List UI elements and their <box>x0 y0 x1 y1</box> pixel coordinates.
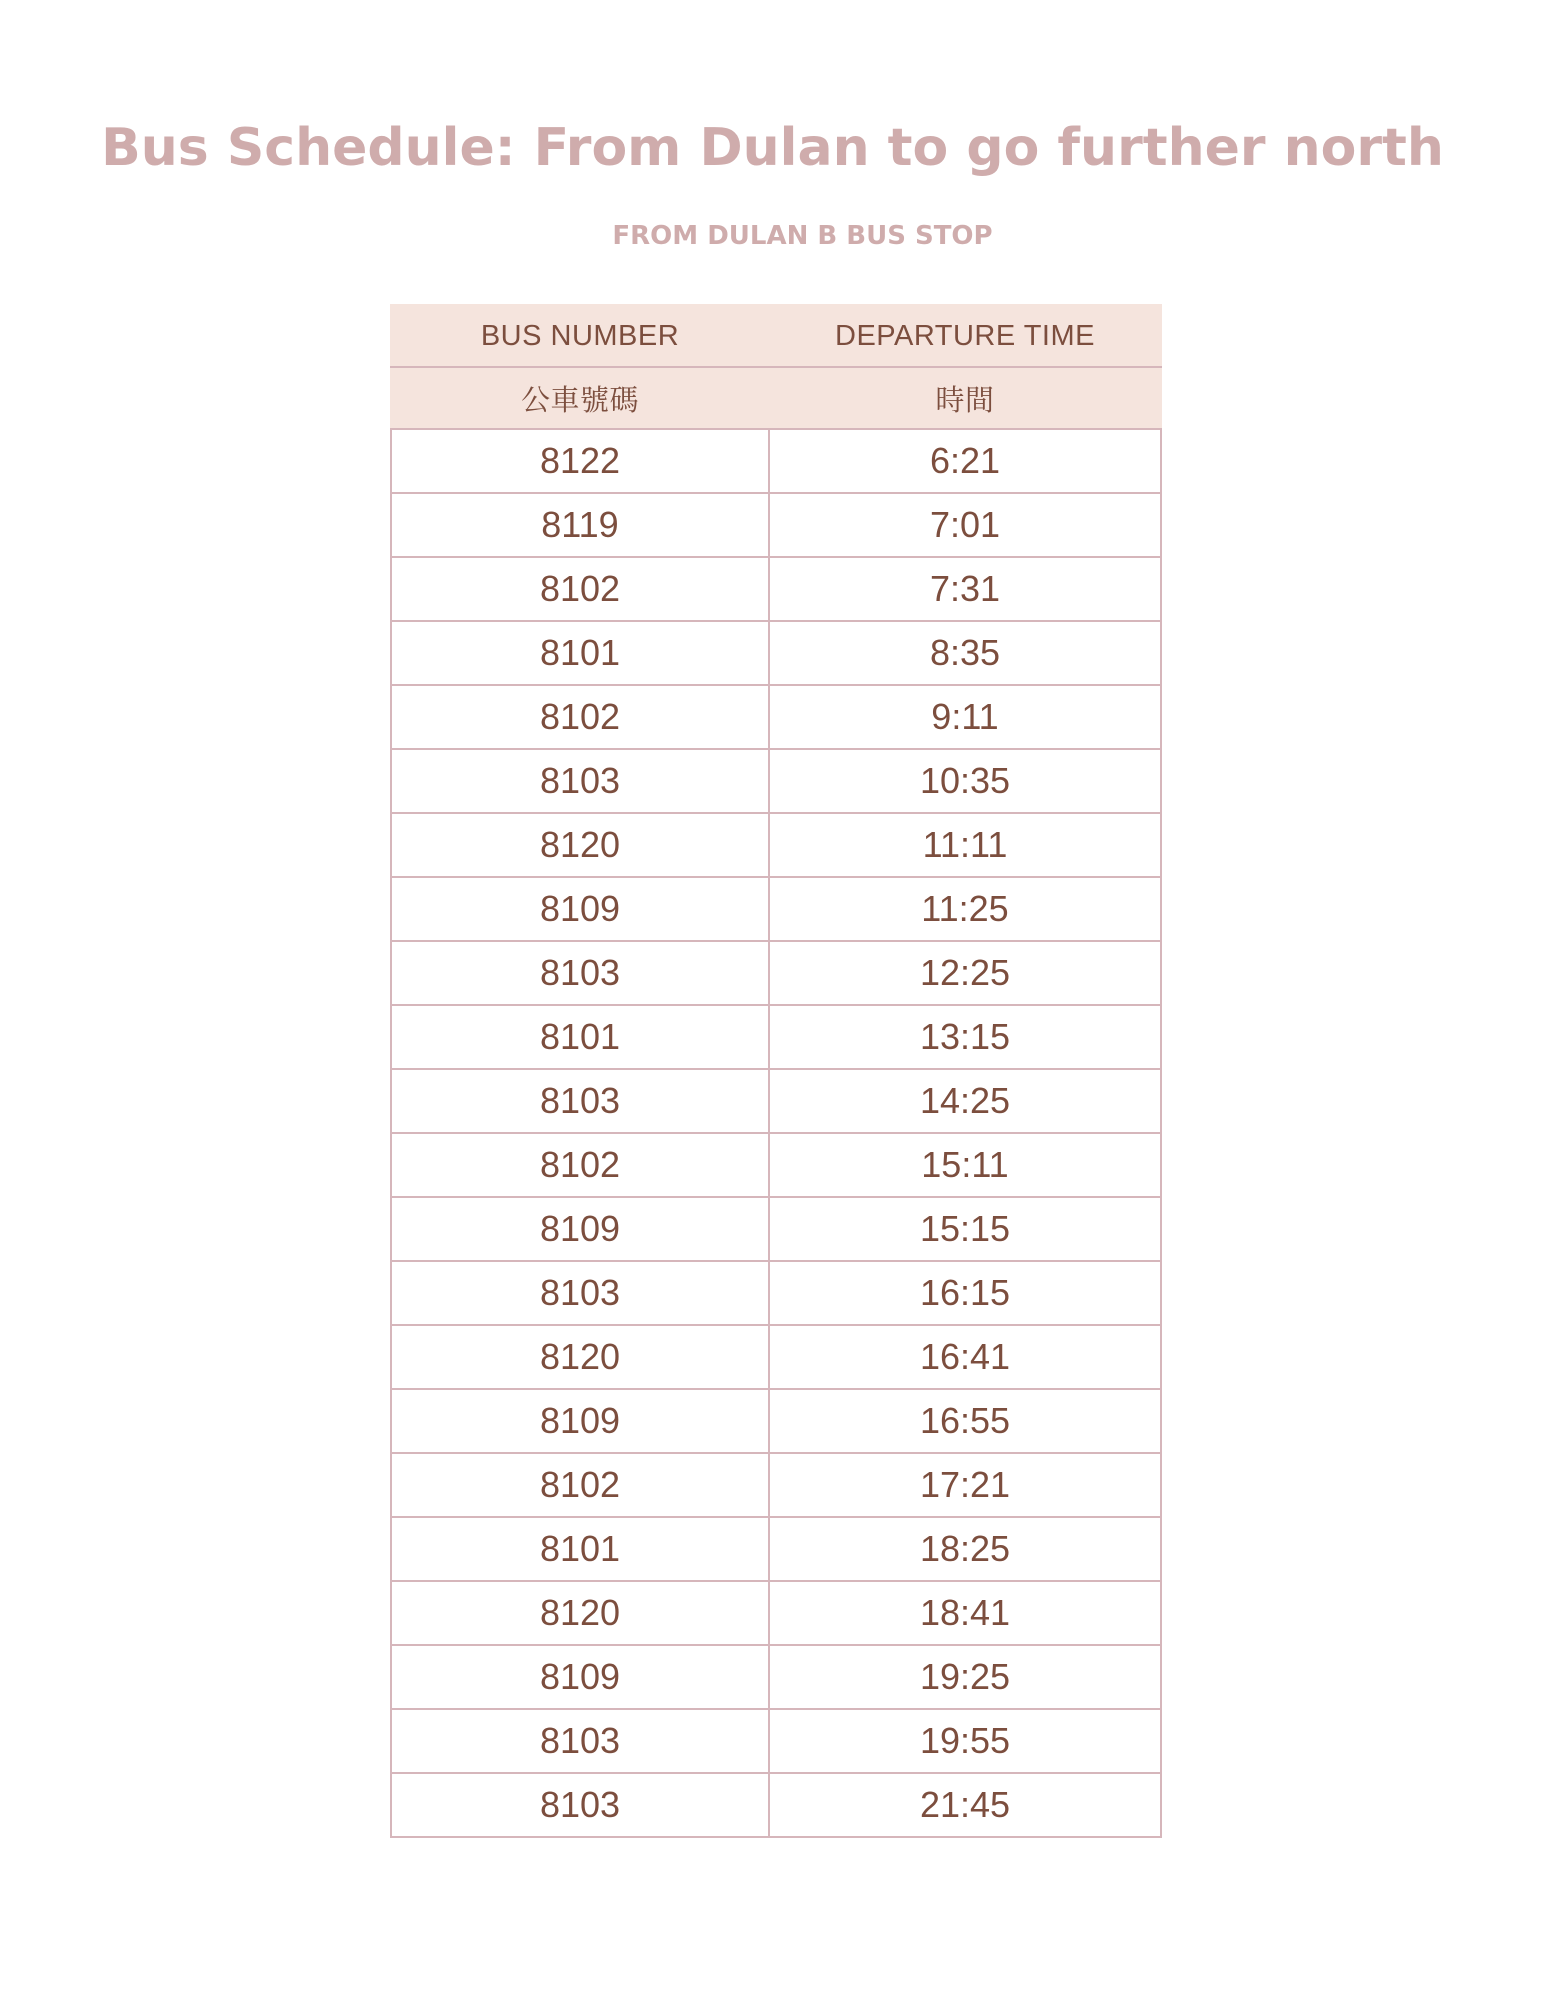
table-row <box>391 1773 1161 1837</box>
header-row-chinese <box>391 367 1161 429</box>
table-row <box>391 685 1161 749</box>
departure-time-cell: 13:15 <box>769 1005 1161 1069</box>
page-subtitle: FROM DULAN B BUS STOP <box>612 221 993 251</box>
bus-number-cell: 8109 <box>391 1645 769 1709</box>
page-title: Bus Schedule: From Dulan to go further north <box>101 118 1444 178</box>
bus-number-cell: 8101 <box>391 1005 769 1069</box>
header-departure-time: DEPARTURE TIME <box>769 305 1161 367</box>
bus-number-cell: 8103 <box>391 1709 769 1773</box>
bus-number-cell: 8103 <box>391 1261 769 1325</box>
table-row <box>391 493 1161 557</box>
bus-number-cell: 8120 <box>391 1581 769 1645</box>
bus-number-cell: 8103 <box>391 1773 769 1837</box>
table-row <box>391 1325 1161 1389</box>
header-row-english <box>391 305 1161 367</box>
bus-number-cell: 8120 <box>391 1325 769 1389</box>
table-row <box>391 1069 1161 1133</box>
departure-time-cell: 21:45 <box>769 1773 1161 1837</box>
bus-number-cell: 8103 <box>391 749 769 813</box>
schedule-table <box>390 304 1162 1838</box>
departure-time-cell: 15:11 <box>769 1133 1161 1197</box>
bus-number-cell: 8120 <box>391 813 769 877</box>
bus-number-cell: 8101 <box>391 1517 769 1581</box>
table-row <box>391 877 1161 941</box>
header-bus-number-zh: 公車號碼 <box>391 367 769 429</box>
departure-time-cell: 12:25 <box>769 941 1161 1005</box>
header-bus-number: BUS NUMBER <box>391 305 769 367</box>
table-row <box>391 429 1161 493</box>
departure-time-cell: 19:55 <box>769 1709 1161 1773</box>
departure-time-cell: 9:11 <box>769 685 1161 749</box>
departure-time-cell: 16:55 <box>769 1389 1161 1453</box>
bus-number-cell: 8102 <box>391 1453 769 1517</box>
table-row <box>391 1645 1161 1709</box>
schedule-body <box>391 429 1161 1837</box>
table-row <box>391 557 1161 621</box>
table-row <box>391 1005 1161 1069</box>
table-row <box>391 749 1161 813</box>
bus-number-cell: 8102 <box>391 1133 769 1197</box>
table-row <box>391 621 1161 685</box>
departure-time-cell: 18:25 <box>769 1517 1161 1581</box>
bus-number-cell: 8109 <box>391 877 769 941</box>
departure-time-cell: 16:41 <box>769 1325 1161 1389</box>
bus-number-cell: 8103 <box>391 1069 769 1133</box>
bus-number-cell: 8109 <box>391 1197 769 1261</box>
table-row <box>391 1453 1161 1517</box>
table-row <box>391 1197 1161 1261</box>
table-row <box>391 1261 1161 1325</box>
bus-number-cell: 8101 <box>391 621 769 685</box>
table-row <box>391 1389 1161 1453</box>
table-row <box>391 1133 1161 1197</box>
departure-time-cell: 17:21 <box>769 1453 1161 1517</box>
table-row <box>391 1581 1161 1645</box>
departure-time-cell: 15:15 <box>769 1197 1161 1261</box>
table-row <box>391 813 1161 877</box>
departure-time-cell: 7:31 <box>769 557 1161 621</box>
departure-time-cell: 6:21 <box>769 429 1161 493</box>
departure-time-cell: 8:35 <box>769 621 1161 685</box>
header-departure-time-zh: 時間 <box>769 367 1161 429</box>
bus-number-cell: 8109 <box>391 1389 769 1453</box>
bus-number-cell: 8102 <box>391 557 769 621</box>
bus-number-cell: 8122 <box>391 429 769 493</box>
departure-time-cell: 14:25 <box>769 1069 1161 1133</box>
bus-number-cell: 8102 <box>391 685 769 749</box>
bus-number-cell: 8119 <box>391 493 769 557</box>
table-row <box>391 1517 1161 1581</box>
table-row <box>391 941 1161 1005</box>
departure-time-cell: 11:11 <box>769 813 1161 877</box>
departure-time-cell: 19:25 <box>769 1645 1161 1709</box>
departure-time-cell: 7:01 <box>769 493 1161 557</box>
bus-number-cell: 8103 <box>391 941 769 1005</box>
departure-time-cell: 10:35 <box>769 749 1161 813</box>
departure-time-cell: 16:15 <box>769 1261 1161 1325</box>
departure-time-cell: 18:41 <box>769 1581 1161 1645</box>
table-row <box>391 1709 1161 1773</box>
departure-time-cell: 11:25 <box>769 877 1161 941</box>
